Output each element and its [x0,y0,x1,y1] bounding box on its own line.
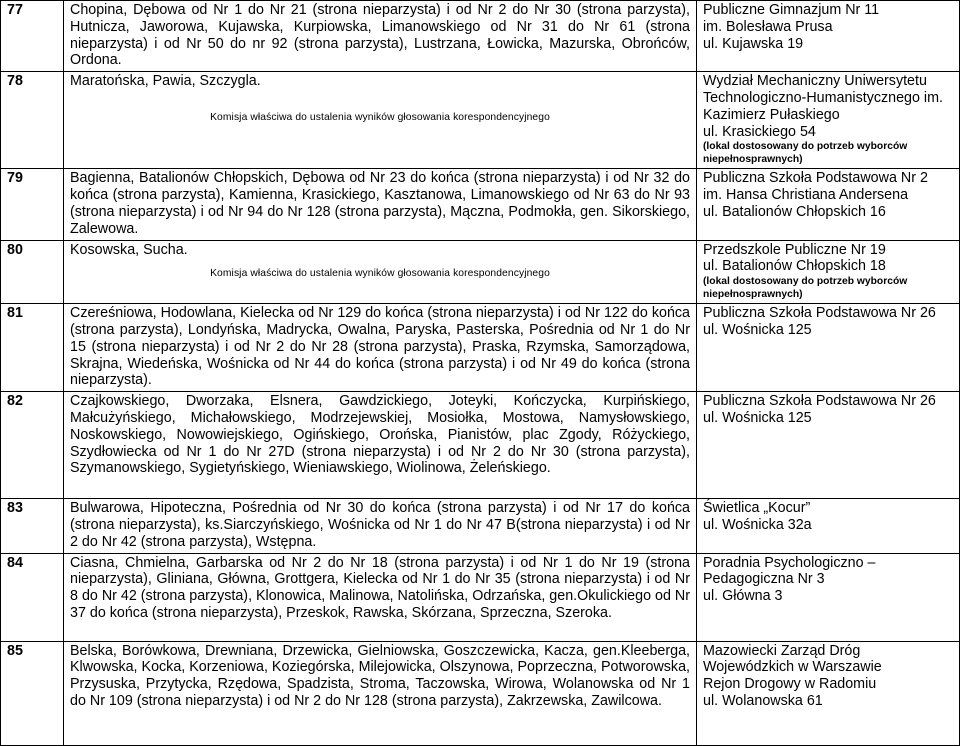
polling-station-line: Publiczne Gimnazjum Nr 11 [703,2,880,18]
district-streets [64,240,697,304]
district-number: 82 [1,392,64,499]
district-number: 84 [1,553,64,641]
polling-station [697,499,960,553]
table-row [1,169,960,240]
district-streets: Bagienna, Batalionów Chłopskich, Dębowa od Nr 23 do końca (strona nieparzysta) i od Nr 32 do końca (strona parzysta), Kamienna, Krasickiego, Kasztanowa, Limanowskiego od Nr 63 do Nr 93 (strona nieparzysta) i od Nr 94 do Nr 128 (strona parzysta), Mączna, Podmokła, gen. Sikorskiego, Zalewowa. [64,169,697,240]
polling-station-line: Przedszkole Publiczne Nr 19 [703,241,886,258]
polling-station-line: Pedagogiczna Nr 3 [703,571,825,588]
polling-station-line: ul. Wolanowska 61 [703,692,823,709]
polling-station [697,304,960,392]
district-number: 85 [1,641,64,745]
streets-text: Maratońska, Pawia, Szczygla. [70,73,261,90]
district-streets: Czajkowskiego, Dworzaka, Elsnera, Gawdzickiego, Joteyki, Kończycka, Kurpińskiego, Małcużyńskiego, Michałowskiego, Modrzejewskiej, Mosiołka, Mostowa, Namysłowskiego, Noskowskiego, Nowowiejskiego, Ogińskiego, Orońska, Pianistów, plac Zgody, Różyckiego, Szydłowiecka od Nr 1 do Nr 27D (strona nieparzysta) i od Nr 2 do Nr 30 (strona parzysta), Szymanowskiego, Sygietyńskiego, Wieniawskiego, Wiolinowa, Żeleńskiego. [64,392,697,499]
polling-station-line: Publiczna Szkoła Podstawowa Nr 26 [703,305,936,322]
polling-station-line: im. Hansa Christiana Andersena [703,187,909,204]
district-streets: Belska, Borówkowa, Drewniana, Drzewicka, Gielniowska, Goszczewicka, Kacza, gen.Kleeberga, Klwowska, Kocka, Korzeniowa, Koziegórska, Milejowicka, Olszynowa, Poprzeczna, Potworowska, Przysuska, Przytycka, Rzędowa, Spadzista, Stroma, Taczowska, Wirowa, Wolanowska od Nr 1 do Nr 109 (strona nieparzysta) i od Nr 2 do Nr 128 (strona parzysta), Zakrzewska, Zawilcowa. [64,641,697,745]
table-row [1,72,960,169]
polling-station-line: Publiczna Szkoła Podstawowa Nr 2 [703,170,928,187]
polling-station-line: Rejon Drogowy w Radomiu [703,676,877,693]
district-number: 83 [1,499,64,553]
district-streets: Chopina, Dębowa od Nr 1 do Nr 21 (strona nieparzysta) i od Nr 2 do Nr 30 (strona parzysta), Hutnicza, Jaworowa, Kujawska, Kurpiowska, Limanowskiego od Nr 31 do Nr 61 (strona nieparzysta) i od Nr 50 do nr 92 (strona parzysta), Lustrzana, Łowicka, Mazurska, Obrońców, Ordona. [64,1,697,72]
accessibility-note: (lokal dostosowany do potrzeb wyborców niepełnosprawnych) [703,276,908,301]
table-row [1,304,960,392]
polling-station [697,169,960,240]
table-row [1,392,960,499]
district-number: 78 [1,72,64,169]
polling-station-line: Mazowiecki Zarząd Dróg Wojewódzkich w Warszawie [703,642,882,676]
table-row [1,641,960,745]
polling-station [697,1,960,72]
district-number: 79 [1,169,64,240]
polling-station-line: ul. Batalionów Chłopskich 16 [703,203,886,220]
commission-note: Komisja właściwa do ustalenia wyników głosowania korespondencyjnego [210,111,550,123]
polling-station-line: ul. Wośnicka 125 [703,321,812,338]
polling-station [697,553,960,641]
polling-station-line: ul. Krasickiego 54 [703,123,816,140]
polling-station [697,72,960,169]
polling-station [697,240,960,304]
table-row [1,240,960,304]
polling-station-line: ul. Główna 3 [703,588,783,605]
district-streets: Bulwarowa, Hipoteczna, Pośrednia od Nr 30 do końca (strona parzysta) i od Nr 17 do końca (strona nieparzysta), ks.Siarczyńskiego, Wośnicka od Nr 1 do Nr 47 B(strona nieparzysta) i od Nr 2 do Nr 42 (strona parzysta), Wstępna. [64,499,697,553]
district-number: 77 [1,1,64,72]
district-streets: Czereśniowa, Hodowlana, Kielecka od Nr 129 do końca (strona nieparzysta) i od Nr 122 do końca (strona parzysta), Londyńska, Madrycka, Owalna, Paryska, Pasterska, Pośrednia od Nr 1 do Nr 15 (strona nieparzysta) i od Nr 2 do Nr 28 (strona parzysta), Praska, Rzymska, Samorządowa, Skrajna, Wiedeńska, Wośnicka od Nr 44 do końca (strona parzysta) i od Nr 49 do końca (strona nieparzysta). [64,304,697,392]
district-streets: Ciasna, Chmielna, Garbarska od Nr 2 do Nr 18 (strona parzysta) i od Nr 1 do Nr 19 (strona nieparzysta), Gliniana, Główna, Grottgera, Kielecka od Nr 1 do Nr 35 (strona nieparzysta) i od Nr 8 do Nr 42 (strona parzysta), Klonowica, Malinowa, Natolińska, Odrzańska, gen.Okulickiego od Nr 37 do końca (strona nieparzysta), Przeskok, Rawska, Skórzana, Sprzeczna, Szeroka. [64,553,697,641]
accessibility-note: (lokal dostosowany do potrzeb wyborców niepełnosprawnych) [703,141,908,166]
table-row [1,499,960,553]
commission-note: Komisja właściwa do ustalenia wyników głosowania korespondencyjnego [210,268,550,280]
table-row [1,553,960,641]
table-row [1,1,960,72]
polling-station-line: ul. Wośnicka 32a [703,516,812,533]
polling-station-line: Publiczna Szkoła Podstawowa Nr 26 [703,393,936,410]
district-streets [64,72,697,169]
polling-station-line: im. Bolesława Prusa [703,18,833,35]
polling-station-line: Poradnia Psychologiczno – [703,554,876,571]
polling-station-line: Wydział Mechaniczny Uniwersytetu Technologiczno-Humanistycznego im. Kazimierz Pułaskiego [703,73,943,123]
polling-station-line: ul. Batalionów Chłopskich 18 [703,258,886,275]
polling-station-line: ul. Wośnicka 125 [703,409,812,426]
district-number: 81 [1,304,64,392]
polling-station-line: Świetlica „Kocur” [703,500,811,517]
polling-station [697,392,960,499]
polling-station [697,641,960,745]
polling-station-line: ul. Kujawska 19 [703,35,804,52]
district-number: 80 [1,240,64,304]
streets-text: Kosowska, Sucha. [70,241,188,258]
